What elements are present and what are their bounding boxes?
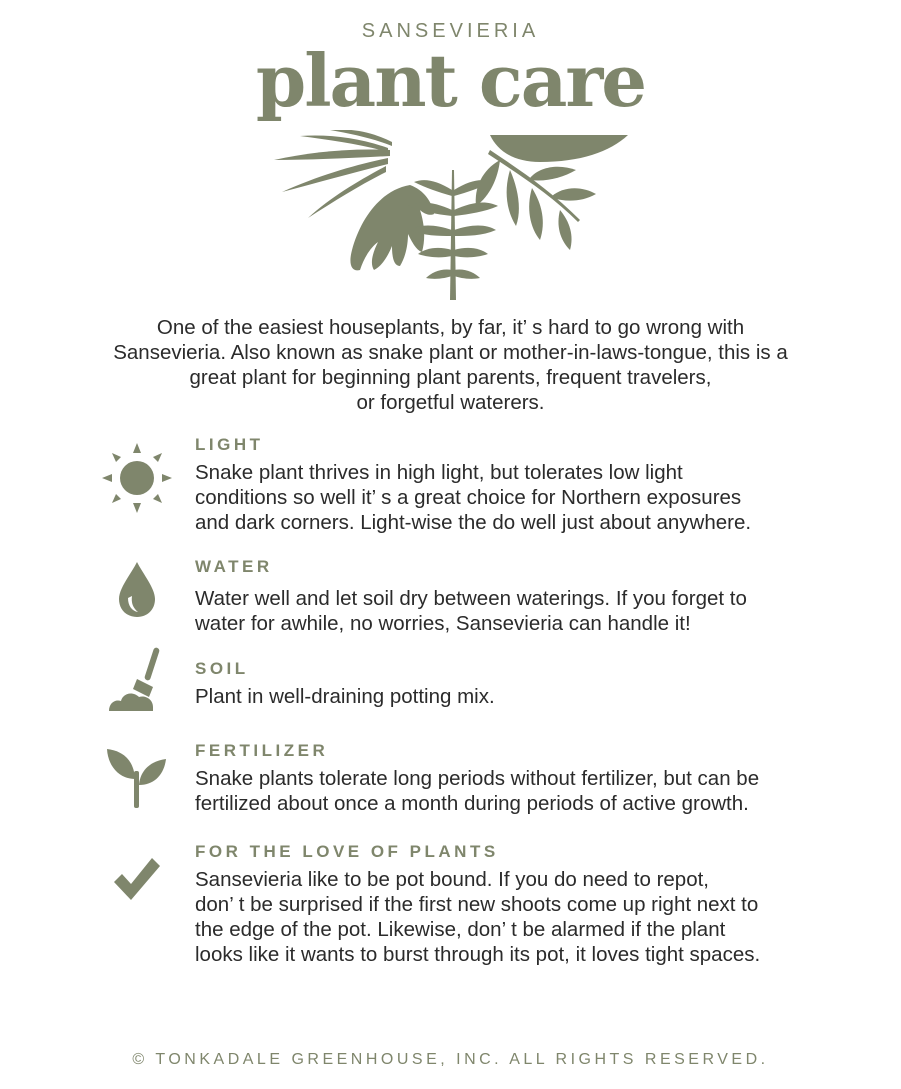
copyright-footer: © TONKADALE GREENHOUSE, INC. ALL RIGHTS RESERVED. — [132, 1051, 769, 1068]
section-line: Snake plant thrives in high light, but tolerates low light — [195, 461, 683, 484]
sprout-icon — [100, 744, 174, 810]
page-title: plant care — [255, 38, 646, 123]
section-soil — [195, 658, 835, 709]
section-body — [195, 586, 835, 636]
intro-line: or forgetful waterers. — [356, 391, 545, 414]
section-line: don’ t be surprised if the first new shoots come up right next to — [195, 893, 759, 916]
section-fertilizer — [195, 740, 835, 816]
water-drop-icon — [100, 558, 174, 620]
plant-name-eyebrow: SANSEVIERIA — [361, 20, 540, 42]
section-water — [195, 556, 835, 636]
section-heading: FERTILIZER — [195, 741, 329, 760]
section-line: water for awhile, no worries, Sansevieria can handle it! — [195, 612, 691, 635]
section-heading: SOIL — [195, 659, 249, 678]
checkmark-icon — [100, 852, 174, 906]
section-body — [195, 766, 835, 816]
section-heading: LIGHT — [195, 435, 264, 454]
section-light — [195, 434, 835, 535]
section-line: and dark corners. Light-wise the do well just about anywhere. — [195, 511, 752, 534]
banana-leaf — [490, 135, 628, 162]
section-heading: WATER — [195, 557, 273, 576]
section-line: Water well and let soil dry between waterings. If you forget to — [195, 587, 747, 610]
section-line: the edge of the pot. Likewise, don’ t be alarmed if the plant — [195, 918, 726, 941]
section-body — [195, 460, 835, 535]
intro-line: One of the easiest houseplants, by far, it’ s hard to go wrong with — [156, 316, 745, 339]
intro-paragraph — [90, 315, 811, 415]
section-line: Plant in well-draining potting mix. — [195, 685, 495, 708]
tropical-leaves-illustration — [260, 130, 640, 305]
section-line: Sansevieria like to be pot bound. If you do need to repot, — [195, 868, 709, 891]
section-line: Snake plants tolerate long periods without fertilizer, but can be — [195, 767, 760, 790]
intro-line: Sansevieria. Also known as snake plant or mother-in-laws-tongue, this is a — [113, 341, 788, 364]
section-body — [195, 684, 835, 709]
sun-icon — [100, 442, 174, 514]
soil-trowel-icon — [100, 644, 174, 716]
section-line: fertilized about once a month during periods of active growth. — [195, 792, 749, 815]
section-heading: FOR THE LOVE OF PLANTS — [195, 842, 499, 861]
section-line: conditions so well it’ s a great choice for Northern exposures — [195, 486, 742, 509]
leafy-branch-right — [476, 150, 596, 250]
intro-line: great plant for beginning plant parents, frequent travelers, — [189, 366, 712, 389]
palm-frond-left — [274, 130, 392, 218]
section-love-of-plants — [195, 841, 835, 967]
section-line: looks like it wants to burst through its pot, it loves tight spaces. — [195, 943, 761, 966]
section-body — [195, 867, 835, 967]
